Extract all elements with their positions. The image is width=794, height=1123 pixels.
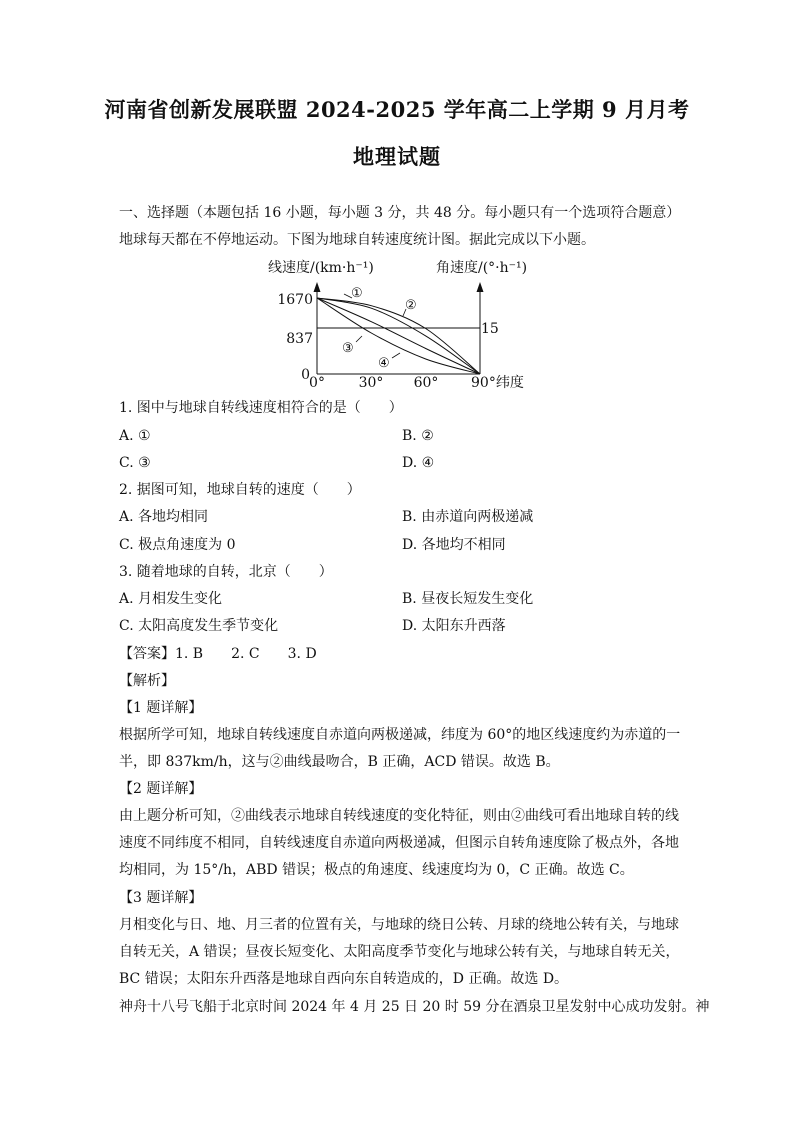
q2-option-c: C. 极点角速度为 0 [119, 537, 236, 553]
curve-label-4: ④ [378, 356, 390, 371]
x-tick-90: 90°纬度 [471, 375, 524, 391]
q3-option-a: A. 月相发生变化 [119, 591, 223, 607]
analysis-part-1-line-1: 根据所学可知，地球自转线速度自赤道向两极递减，纬度为 60°的地区线速度约为赤道的一 [119, 727, 681, 743]
x-tick-0: 0° [309, 375, 325, 391]
page-title: 河南省创新发展联盟 2024-2025 学年高二上学期 9 月月考 [104, 97, 690, 122]
q1-option-d: D. ④ [402, 455, 435, 471]
q1-option-c: C. ③ [119, 455, 151, 471]
right-tick-15: 15 [481, 321, 499, 337]
section-intro: 地球每天都在不停地运动。下图为地球自转速度统计图。据此完成以下小题。 [119, 232, 595, 248]
question-1-stem: 1. 图中与地球自转线速度相符合的是（ ） [119, 400, 403, 416]
answer-label: 【答案】 [119, 646, 175, 662]
curve-label-2: ② [405, 298, 417, 313]
curve-3 [317, 298, 480, 374]
analysis-part-2-line-1: 由上题分析可知，②曲线表示地球自转线速度的变化特征，则由②曲线可看出地球自转的线 [119, 808, 679, 824]
curve-label-1: ① [351, 286, 363, 301]
analysis-part-3-line-3: BC 错误；太阳东升西落是地球自西向东自转造成的，D 正确。故选 D。 [119, 971, 569, 987]
analysis-label: 【解析】 [119, 673, 175, 689]
right-axis-label: 角速度/(°·h⁻¹) [436, 260, 528, 276]
answer-1: 1. B [175, 646, 204, 662]
x-tick-30: 30° [358, 375, 384, 391]
right-axis-arrow [477, 282, 484, 292]
q2-option-b: B. 由赤道向两极递减 [402, 509, 534, 525]
analysis-part-1-line-2: 半，即 837km/h，这与②曲线最吻合，B 正确，ACD 错误。故选 B。 [119, 754, 560, 770]
q2-option-d: D. 各地均不相同 [402, 537, 506, 553]
curve-label-3: ③ [342, 341, 354, 356]
question-3-stem: 3. 随着地球的自转，北京（ ） [119, 564, 333, 580]
x-tick-60: 60° [413, 375, 439, 391]
analysis-part-2-line-3: 均相同，为 15°/h，ABD 错误；极点的角速度、线速度均为 0，C 正确。故选 C。 [119, 862, 634, 878]
q2-option-a: A. 各地均相同 [119, 509, 209, 525]
q3-option-c: C. 太阳高度发生季节变化 [119, 618, 279, 634]
analysis-part-1-title: 【1 题详解】 [119, 700, 203, 716]
answer-3: 3. D [287, 646, 317, 662]
answer-line [119, 644, 317, 664]
section-heading: 一、选择题（本题包括 16 小题，每小题 3 分，共 48 分。每小题只有一个选项符合题意） [119, 205, 681, 221]
y-tick-0: 0 [301, 367, 310, 383]
analysis-part-3-title: 【3 题详解】 [119, 890, 203, 906]
q3-option-b: B. 昼夜长短发生变化 [402, 591, 534, 607]
q1-option-a: A. ① [119, 428, 151, 444]
next-material: 神舟十八号飞船于北京时间 2024 年 4 月 25 日 20 时 59 分在酒泉卫星发射中心成功发射。神 [119, 999, 710, 1015]
analysis-part-3-line-1: 月相变化与日、地、月三者的位置有关，与地球的绕日公转、月球的绕地公转有关，与地球 [119, 917, 679, 933]
q1-option-b: B. ② [402, 428, 434, 444]
analysis-part-3-line-2: 自转无关，A 错误；昼夜长短变化、太阳高度季节变化与地球公转有关，与地球自转无关， [119, 944, 680, 960]
page-subtitle: 地理试题 [353, 144, 441, 169]
question-2-stem: 2. 据图可知，地球自转的速度（ ） [119, 482, 361, 498]
rotation-speed-figure [260, 252, 550, 397]
analysis-part-2-title: 【2 题详解】 [119, 781, 203, 797]
left-axis-label: 线速度/(km·h⁻¹) [268, 260, 374, 276]
left-axis-arrow [314, 282, 321, 292]
q3-option-d: D. 太阳东升西落 [402, 618, 506, 634]
y-tick-837: 837 [286, 331, 313, 347]
y-tick-1670: 1670 [277, 292, 313, 308]
answer-2: 2. C [231, 646, 260, 662]
analysis-part-2-line-2: 速度不同纬度不相同，自转线速度自赤道向两极递减，但图示自转角速度除了极点外，各地 [119, 835, 679, 851]
